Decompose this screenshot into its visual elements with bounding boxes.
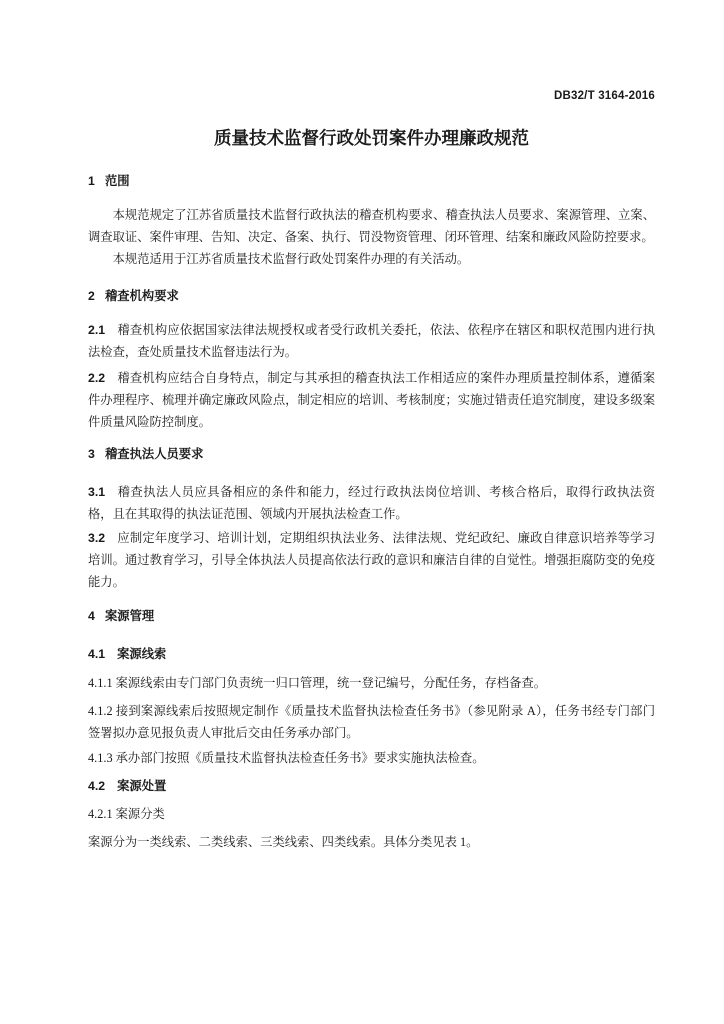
clause-text: 承办部门按照《质量技术监督执法检查任务书》要求实施执法检查。 <box>115 751 485 765</box>
clause-3-2 <box>88 527 655 593</box>
clause-2-2 <box>88 367 655 433</box>
section-heading-case-source <box>88 605 655 627</box>
clause-4-1-1 <box>88 672 655 694</box>
section-title: 案源管理 <box>105 609 155 623</box>
section-title: 稽查执法人员要求 <box>105 447 204 461</box>
clause-text: 稽查机构应依据国家法律法规授权或者受行政机关委托，依法、依程序在辖区和职权范围内进行执法检查，查处质量技术监督违法行为。 <box>88 323 655 359</box>
clause-text: 稽查执法人员应具备相应的条件和能力，经过行政执法岗位培训、考核合格后，取得行政执法资格，且在其取得的执法证范围、领域内开展执法检查工作。 <box>88 485 655 521</box>
section-title: 稽查机构要求 <box>105 289 179 303</box>
clause-number: 4.1.2 <box>88 704 113 718</box>
scope-body <box>88 204 655 270</box>
clause-number: 2.2 <box>88 371 106 385</box>
section-heading-scope <box>88 170 655 192</box>
subsection-number: 4.1 <box>88 647 106 661</box>
subsection-heading-4-1 <box>88 643 655 665</box>
paragraph: 本规范适用于江苏省质量技术监督行政处罚案件办理的有关活动。 <box>112 252 470 266</box>
section-heading-inspection-agency <box>88 285 655 307</box>
document-title: 质量技术监督行政处罚案件办理廉政规范 <box>214 128 529 148</box>
section-number: 1 <box>88 174 95 188</box>
clause-number: 4.2.1 <box>88 807 113 821</box>
clause-heading-4-2-1 <box>88 803 655 825</box>
clause-text: 稽查机构应结合自身特点，制定与其承担的稽查执法工作相适应的案件办理质量控制体系，遵循案件办理程序、梳理并确定廉政风险点，制定相应的培训、考核制度；实施过错责任追究制度，建设多级案件质量风险防控制度。 <box>88 371 655 429</box>
clause-number: 4.1.1 <box>88 676 113 690</box>
clause-4-1-2 <box>88 700 655 744</box>
clause-text: 案源线索由专门部门负责统一归口管理，统一登记编号，分配任务，存档备查。 <box>115 676 546 690</box>
clause-number: 3.2 <box>88 531 106 545</box>
clause-3-1 <box>88 481 655 525</box>
section-number: 4 <box>88 609 95 623</box>
document-code: DB32/T 3164-2016 <box>553 90 655 102</box>
paragraph: 本规范规定了江苏省质量技术监督行政执法的稽查机构要求、稽查执法人员要求、案源管理、立案、调查取证、案件审理、告知、决定、备案、执行、罚没物资管理、闭环管理、结案和廉政风险防控要求。 <box>88 208 655 244</box>
case-source-classification-paragraph: 案源分为一类线索、二类线索、三类线索、四类线索。具体分类见表 1。 <box>88 835 479 849</box>
clause-4-1-3 <box>88 747 655 769</box>
clause-2-1 <box>88 319 655 363</box>
clause-title: 案源分类 <box>115 807 165 821</box>
clause-number: 4.1.3 <box>88 751 113 765</box>
subsection-title: 案源处置 <box>117 779 167 793</box>
subsection-number: 4.2 <box>88 779 106 793</box>
subsection-title: 案源线索 <box>117 647 167 661</box>
clause-text: 接到案源线索后按照规定制作《质量技术监督执法检查任务书》（参见附录 A），任务书经专门部门签署拟办意见报负责人审批后交由任务承办部门。 <box>88 704 655 740</box>
clause-text: 应制定年度学习、培训计划，定期组织执法业务、法律法规、党纪政纪、廉政自律意识培养等学习培训。通过教育学习，引导全体执法人员提高依法行政的意识和廉洁自律的自觉性。增强拒腐防变的免疫能力。 <box>88 531 655 589</box>
section-number: 2 <box>88 289 95 303</box>
section-title: 范围 <box>105 174 130 188</box>
section-heading-personnel <box>88 443 655 465</box>
clause-number: 2.1 <box>88 323 106 337</box>
section-number: 3 <box>88 447 95 461</box>
clause-number: 3.1 <box>88 485 106 499</box>
subsection-heading-4-2 <box>88 775 655 797</box>
